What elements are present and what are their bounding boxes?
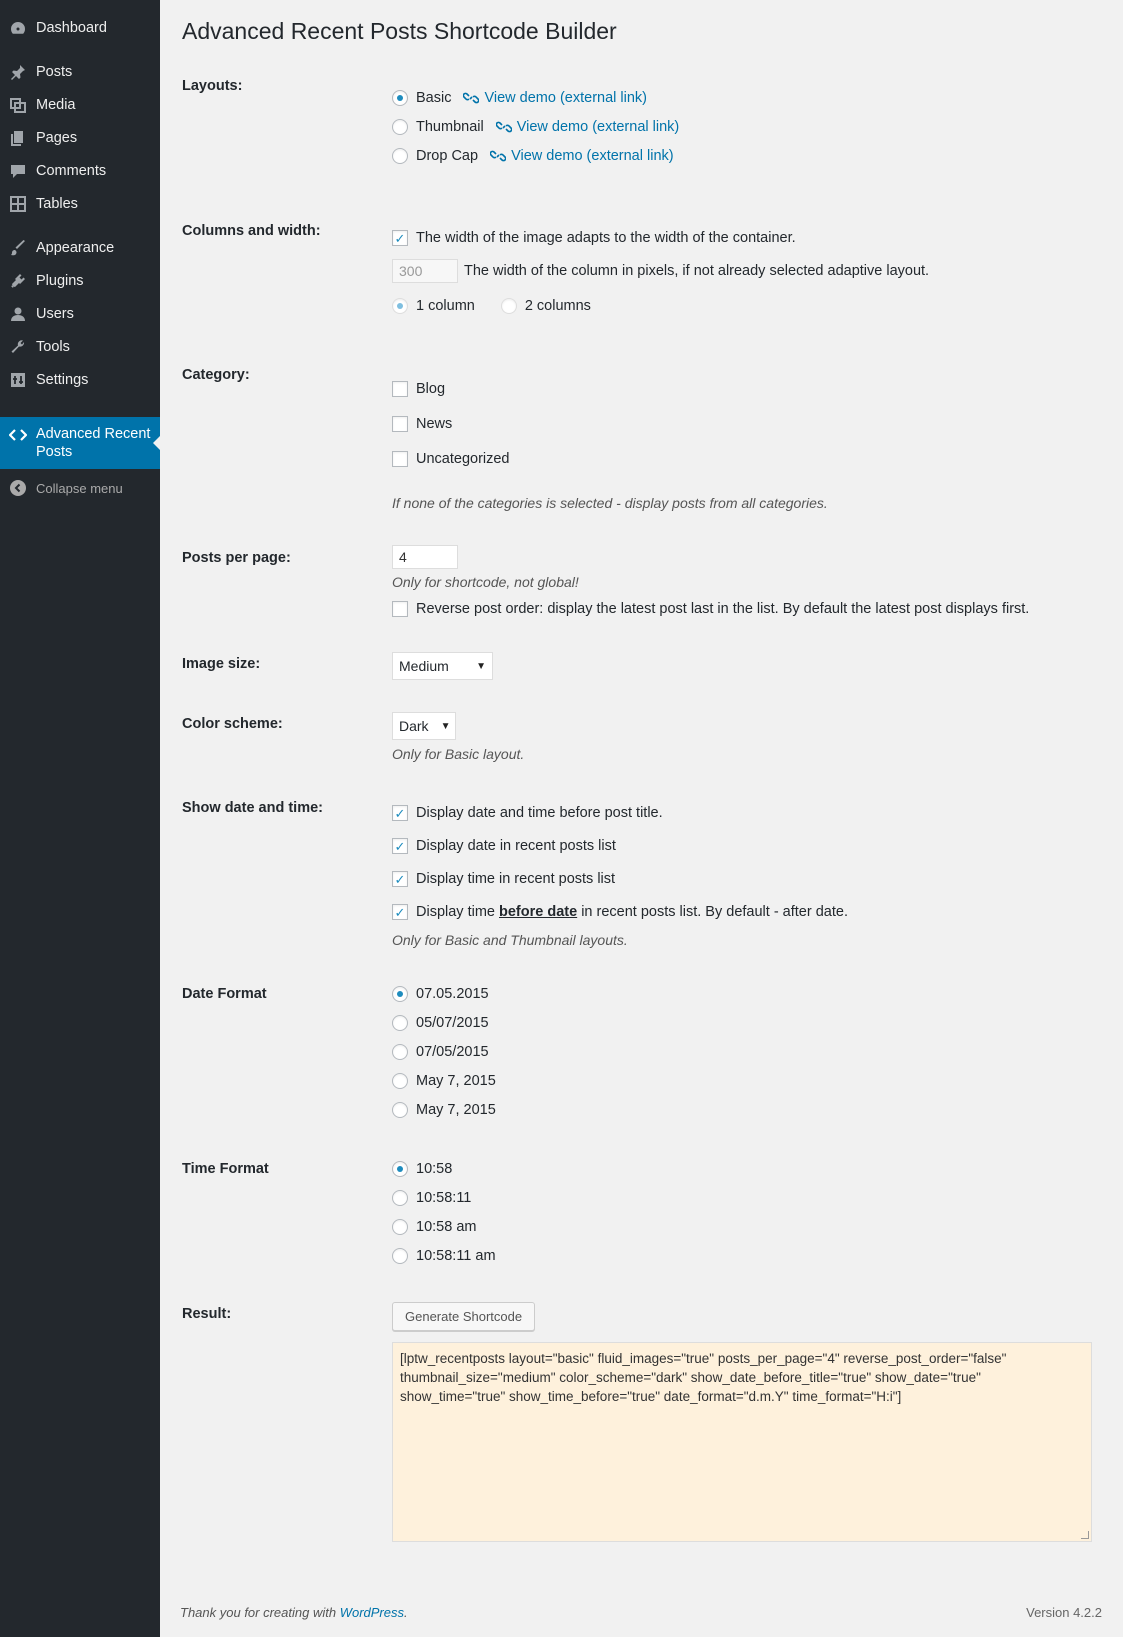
layout-basic-radio[interactable] bbox=[392, 90, 408, 106]
link-icon bbox=[463, 90, 479, 106]
time-format-option-label: 10:58:11 bbox=[416, 1190, 472, 1206]
time-format-radio[interactable] bbox=[392, 1219, 408, 1235]
time-format-label: Time Format bbox=[182, 1161, 269, 1177]
settings-icon bbox=[8, 370, 28, 390]
sidebar-item-tools[interactable] bbox=[0, 332, 160, 362]
version-text: Version 4.2.2 bbox=[1026, 1605, 1102, 1620]
link-icon bbox=[496, 119, 512, 135]
resize-handle-icon[interactable] bbox=[1081, 1531, 1089, 1539]
sidebar-item-label-line1: Advanced Recent bbox=[36, 426, 151, 442]
date-format-option[interactable] bbox=[392, 1044, 489, 1060]
date-before-title-checkbox[interactable]: ✓ bbox=[392, 805, 408, 821]
show-time-option[interactable] bbox=[392, 871, 615, 887]
date-format-option[interactable] bbox=[392, 986, 489, 1002]
date-format-option[interactable] bbox=[392, 1073, 496, 1089]
sidebar-item-settings[interactable] bbox=[0, 365, 160, 395]
footer-thanks-suffix: . bbox=[404, 1605, 408, 1620]
show-date-checkbox[interactable]: ✓ bbox=[392, 838, 408, 854]
color-scheme-row bbox=[392, 712, 456, 740]
sidebar-item-pages[interactable] bbox=[0, 123, 160, 153]
time-format-option-label: 10:58 am bbox=[416, 1219, 477, 1235]
admin-sidebar bbox=[0, 0, 160, 1637]
columns-count-row bbox=[392, 298, 591, 314]
layout-thumbnail-radio[interactable] bbox=[392, 119, 408, 135]
footer bbox=[180, 1605, 1102, 1620]
user-icon bbox=[8, 304, 28, 324]
sidebar-item-label-line2: Posts bbox=[36, 444, 73, 460]
sidebar-item-plugins[interactable] bbox=[0, 266, 160, 296]
category-label: Category: bbox=[182, 367, 250, 383]
time-before-date-emphasis: before date bbox=[499, 904, 578, 920]
collapse-arrow-icon bbox=[8, 478, 28, 498]
two-columns-radio[interactable] bbox=[501, 298, 517, 314]
show-date-option[interactable] bbox=[392, 838, 616, 854]
sidebar-item-appearance[interactable] bbox=[0, 233, 160, 263]
category-option-label: News bbox=[416, 416, 453, 432]
show-time-checkbox[interactable]: ✓ bbox=[392, 871, 408, 887]
plugin-icon bbox=[8, 271, 28, 291]
layout-option-basic[interactable] bbox=[392, 90, 647, 106]
image-size-row bbox=[392, 652, 493, 680]
category-news-checkbox[interactable] bbox=[392, 416, 408, 432]
time-format-option[interactable] bbox=[392, 1248, 496, 1264]
date-format-radio[interactable] bbox=[392, 1073, 408, 1089]
date-format-radio[interactable] bbox=[392, 1102, 408, 1118]
dashboard-icon bbox=[8, 18, 28, 38]
sidebar-item-tables[interactable] bbox=[0, 189, 160, 219]
date-format-option-label: 07.05.2015 bbox=[416, 986, 489, 1002]
link-icon bbox=[490, 148, 506, 164]
layout-option-label: Basic bbox=[416, 90, 452, 106]
time-format-option[interactable] bbox=[392, 1190, 471, 1206]
generate-shortcode-button[interactable]: Generate Shortcode bbox=[392, 1302, 535, 1331]
view-demo-link-thumbnail[interactable]: View demo (external link) bbox=[516, 119, 680, 135]
layout-option-thumbnail[interactable] bbox=[392, 119, 679, 135]
time-before-date-checkbox[interactable]: ✓ bbox=[392, 904, 408, 920]
date-format-option[interactable] bbox=[392, 1102, 496, 1118]
adaptive-width-option[interactable] bbox=[392, 230, 796, 246]
sidebar-item-posts[interactable] bbox=[0, 57, 160, 87]
brush-icon bbox=[8, 238, 28, 258]
date-time-option-label: Display date and time before post title. bbox=[416, 805, 663, 821]
collapse-menu-label: Collapse menu bbox=[36, 480, 123, 496]
date-time-option-label: Display date in recent posts list bbox=[416, 838, 616, 854]
image-size-label: Image size: bbox=[182, 656, 261, 672]
adaptive-width-checkbox[interactable]: ✓ bbox=[392, 230, 408, 246]
date-format-radio[interactable] bbox=[392, 1044, 408, 1060]
column-width-row bbox=[392, 259, 929, 283]
sidebar-item-label: Pages bbox=[36, 130, 78, 146]
column-width-input[interactable] bbox=[392, 259, 458, 283]
sidebar-item-users[interactable] bbox=[0, 299, 160, 329]
date-format-option-label: May 7, 2015 bbox=[416, 1073, 496, 1089]
date-format-radio[interactable] bbox=[392, 986, 408, 1002]
dropdown-arrow-icon: ▼ bbox=[476, 660, 486, 672]
category-option-label: Blog bbox=[416, 381, 446, 397]
collapse-menu-button[interactable] bbox=[0, 473, 160, 503]
sidebar-item-label: Appearance bbox=[36, 240, 115, 256]
adaptive-width-label: The width of the image adapts to the width of the container. bbox=[416, 230, 796, 246]
comments-icon bbox=[8, 161, 28, 181]
sidebar-item-media[interactable] bbox=[0, 90, 160, 120]
color-scheme-label: Color scheme: bbox=[182, 716, 283, 732]
sidebar-item-label: Comments bbox=[36, 163, 107, 179]
columns-label: Columns and width: bbox=[182, 223, 321, 239]
layout-drop-cap-radio[interactable] bbox=[392, 148, 408, 164]
time-format-option-label: 10:58:11 am bbox=[416, 1248, 496, 1264]
page-title: Advanced Recent Posts Shortcode Builder bbox=[182, 18, 617, 44]
result-label: Result: bbox=[182, 1306, 232, 1322]
category-blog-checkbox[interactable] bbox=[392, 381, 408, 397]
date-time-option-label: Display time in recent posts list bbox=[416, 871, 616, 887]
category-option-uncategorized[interactable] bbox=[392, 451, 510, 467]
date-before-title-option[interactable] bbox=[392, 805, 663, 821]
tables-icon bbox=[8, 194, 28, 214]
date-format-option-label: 07/05/2015 bbox=[416, 1044, 489, 1060]
one-column-radio[interactable] bbox=[392, 298, 408, 314]
time-format-option[interactable] bbox=[392, 1161, 452, 1177]
layout-option-label: Drop Cap bbox=[416, 148, 479, 164]
posts-per-page-label: Posts per page: bbox=[182, 550, 291, 566]
pages-icon bbox=[8, 128, 28, 148]
date-format-label: Date Format bbox=[182, 986, 267, 1002]
category-uncategorized-checkbox[interactable] bbox=[392, 451, 408, 467]
time-format-radio[interactable] bbox=[392, 1248, 408, 1264]
sidebar-item-label: Tables bbox=[36, 196, 78, 212]
category-option-label: Uncategorized bbox=[416, 451, 510, 467]
time-format-option-label: 10:58 bbox=[416, 1161, 453, 1177]
posts-per-page-row bbox=[392, 545, 458, 569]
image-size-value: Medium bbox=[399, 658, 449, 674]
reverse-order-option[interactable] bbox=[392, 601, 1029, 617]
view-demo-link-basic[interactable]: View demo (external link) bbox=[484, 90, 647, 106]
date-time-hint: Only for Basic and Thumbnail layouts. bbox=[392, 932, 628, 948]
sidebar-item-label: Tools bbox=[36, 339, 70, 355]
shortcode-result-textarea[interactable] bbox=[392, 1342, 1092, 1542]
wordpress-link[interactable]: WordPress bbox=[339, 1605, 404, 1620]
time-format-radio[interactable] bbox=[392, 1190, 408, 1206]
layouts-label: Layouts: bbox=[182, 78, 243, 94]
category-option-news[interactable] bbox=[392, 416, 452, 432]
time-format-option[interactable] bbox=[392, 1219, 476, 1235]
footer-thanks-prefix: Thank you for creating with bbox=[180, 1605, 340, 1620]
wrench-icon bbox=[8, 337, 28, 357]
category-hint: If none of the categories is selected - display posts from all categories. bbox=[392, 495, 828, 511]
date-time-label: Show date and time: bbox=[182, 800, 323, 816]
sidebar-item-label: Dashboard bbox=[36, 20, 107, 36]
sidebar-item-label: Posts bbox=[36, 64, 73, 80]
code-icon bbox=[8, 425, 28, 445]
sidebar-item-label: Media bbox=[36, 97, 76, 113]
image-size-select[interactable] bbox=[392, 652, 493, 680]
date-format-option-label: 05/07/2015 bbox=[416, 1015, 489, 1031]
color-scheme-select[interactable] bbox=[392, 712, 456, 740]
sidebar-item-label: Users bbox=[36, 306, 74, 322]
sidebar-item-dashboard[interactable] bbox=[0, 13, 160, 43]
time-before-date-option[interactable] bbox=[392, 904, 848, 920]
sidebar-item-label: Settings bbox=[36, 372, 89, 388]
posts-per-page-hint: Only for shortcode, not global! bbox=[392, 574, 579, 590]
posts-per-page-input[interactable] bbox=[392, 545, 458, 569]
dropdown-arrow-icon: ▼ bbox=[440, 720, 451, 732]
time-before-date-suffix: in recent posts list. By default - after date. bbox=[577, 904, 848, 920]
color-scheme-hint: Only for Basic layout. bbox=[392, 746, 525, 762]
time-before-date-prefix: Display time bbox=[416, 904, 499, 920]
view-demo-link-drop-cap[interactable]: View demo (external link) bbox=[511, 148, 674, 164]
sidebar-item-comments[interactable] bbox=[0, 156, 160, 186]
two-columns-label: 2 columns bbox=[524, 298, 591, 314]
time-format-radio[interactable] bbox=[392, 1161, 408, 1177]
pin-icon bbox=[8, 62, 28, 82]
media-icon bbox=[8, 95, 28, 115]
category-option-blog[interactable] bbox=[392, 381, 445, 397]
sidebar-item-label: Plugins bbox=[36, 273, 84, 289]
reverse-order-checkbox[interactable] bbox=[392, 601, 408, 617]
layout-option-drop-cap[interactable] bbox=[392, 148, 674, 164]
sidebar-item-label bbox=[36, 425, 150, 461]
one-column-label: 1 column bbox=[416, 298, 475, 314]
date-format-option[interactable] bbox=[392, 1015, 489, 1031]
reverse-order-label: Reverse post order: display the latest post last in the list. By default the latest post displays first. bbox=[416, 601, 1030, 617]
layout-option-label: Thumbnail bbox=[416, 119, 484, 135]
column-width-label: The width of the column in pixels, if not already selected adaptive layout. bbox=[464, 263, 930, 279]
color-scheme-value: Dark bbox=[399, 718, 429, 734]
sidebar-item-advanced-recent-posts[interactable] bbox=[0, 417, 160, 469]
date-format-radio[interactable] bbox=[392, 1015, 408, 1031]
shortcode-text: [lptw_recentposts layout="basic" fluid_images="true" posts_per_page="4" reverse_post_order="false" thumbnail_size="medium" color_scheme="dark" show_date_before_title="true" show_date="true" show_time="true" show_time_before="true" date_format="d.m.Y" time_format="H:i"] bbox=[400, 1351, 1007, 1404]
date-format-option-label: May 7, 2015 bbox=[416, 1102, 496, 1118]
